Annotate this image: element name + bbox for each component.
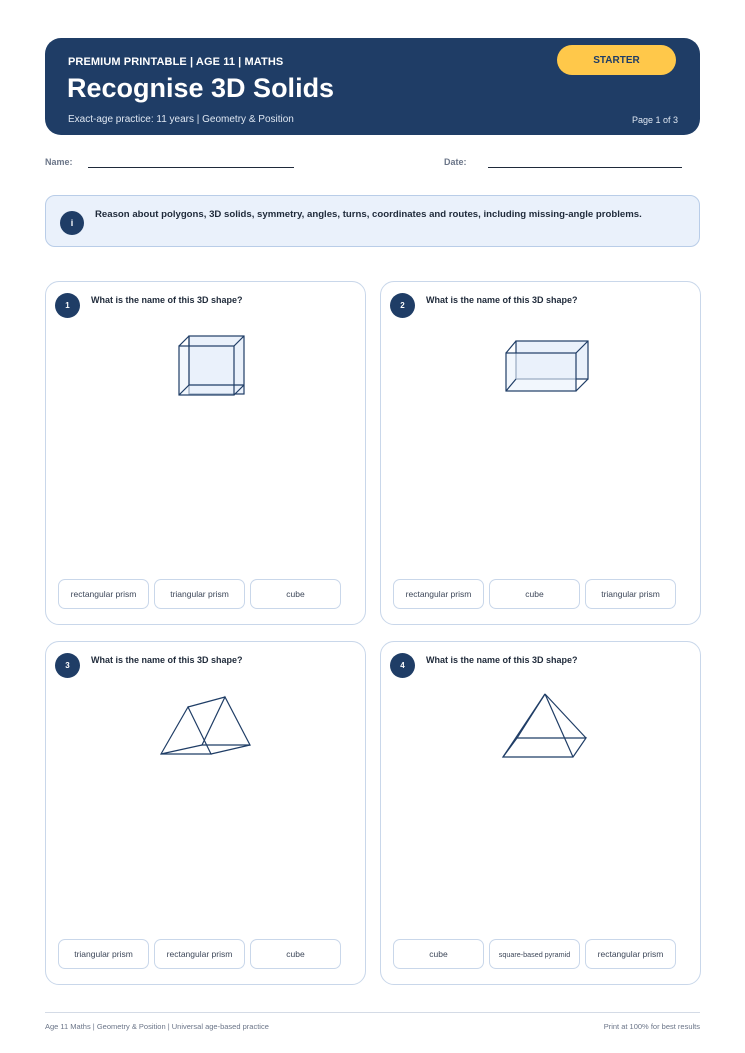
page-number: Page 1 of 3 xyxy=(631,115,678,125)
name-label: Name: xyxy=(45,157,73,167)
cube-icon xyxy=(46,282,367,572)
answer-option[interactable]: cube xyxy=(393,939,484,969)
question-card-4 xyxy=(380,641,701,985)
footer-right-text: Print at 100% for best results xyxy=(603,1022,700,1031)
header-kicker: PREMIUM PRINTABLE | AGE 11 | MATHS xyxy=(68,56,284,68)
level-badge: STARTER xyxy=(557,45,676,75)
square-based-pyramid-icon xyxy=(381,642,702,932)
question-number: 3 xyxy=(55,653,80,678)
footer-divider xyxy=(45,1012,700,1013)
answer-option[interactable]: rectangular prism xyxy=(154,939,245,969)
answer-option[interactable]: triangular prism xyxy=(585,579,676,609)
question-number: 4 xyxy=(390,653,415,678)
answer-option[interactable]: square-based pyramid xyxy=(489,939,580,969)
answer-option[interactable]: cube xyxy=(250,939,341,969)
footer-left-text: Age 11 Maths | Geometry & Position | Universal age-based practice xyxy=(45,1022,269,1031)
question-prompt: What is the name of this 3D shape? xyxy=(426,655,578,665)
question-card-1 xyxy=(45,281,366,625)
question-prompt: What is the name of this 3D shape? xyxy=(426,295,578,305)
name-field[interactable] xyxy=(88,167,294,168)
date-label: Date: xyxy=(444,157,467,167)
triangular-prism-icon xyxy=(46,642,367,932)
page-title: Recognise 3D Solids xyxy=(67,73,335,103)
question-prompt: What is the name of this 3D shape? xyxy=(91,295,243,305)
info-text: Reason about polygons, 3D solids, symmetry, angles, turns, coordinates and routes, including missing-angle problems. xyxy=(95,209,642,220)
question-number: 1 xyxy=(55,293,80,318)
answer-option[interactable]: cube xyxy=(250,579,341,609)
answer-option[interactable]: triangular prism xyxy=(154,579,245,609)
info-icon: i xyxy=(60,211,84,235)
date-field[interactable] xyxy=(488,167,682,168)
header-subtitle: Exact-age practice: 11 years | Geometry & Position xyxy=(68,114,294,125)
answer-option[interactable]: rectangular prism xyxy=(393,579,484,609)
answer-option[interactable]: triangular prism xyxy=(58,939,149,969)
answer-option[interactable]: rectangular prism xyxy=(58,579,149,609)
info-panel xyxy=(45,195,700,247)
worksheet-header xyxy=(45,38,700,135)
question-card-2 xyxy=(380,281,701,625)
question-card-3 xyxy=(45,641,366,985)
answer-option[interactable]: cube xyxy=(489,579,580,609)
question-prompt: What is the name of this 3D shape? xyxy=(91,655,243,665)
rectangular-prism-icon xyxy=(381,282,702,572)
question-number: 2 xyxy=(390,293,415,318)
answer-option[interactable]: rectangular prism xyxy=(585,939,676,969)
